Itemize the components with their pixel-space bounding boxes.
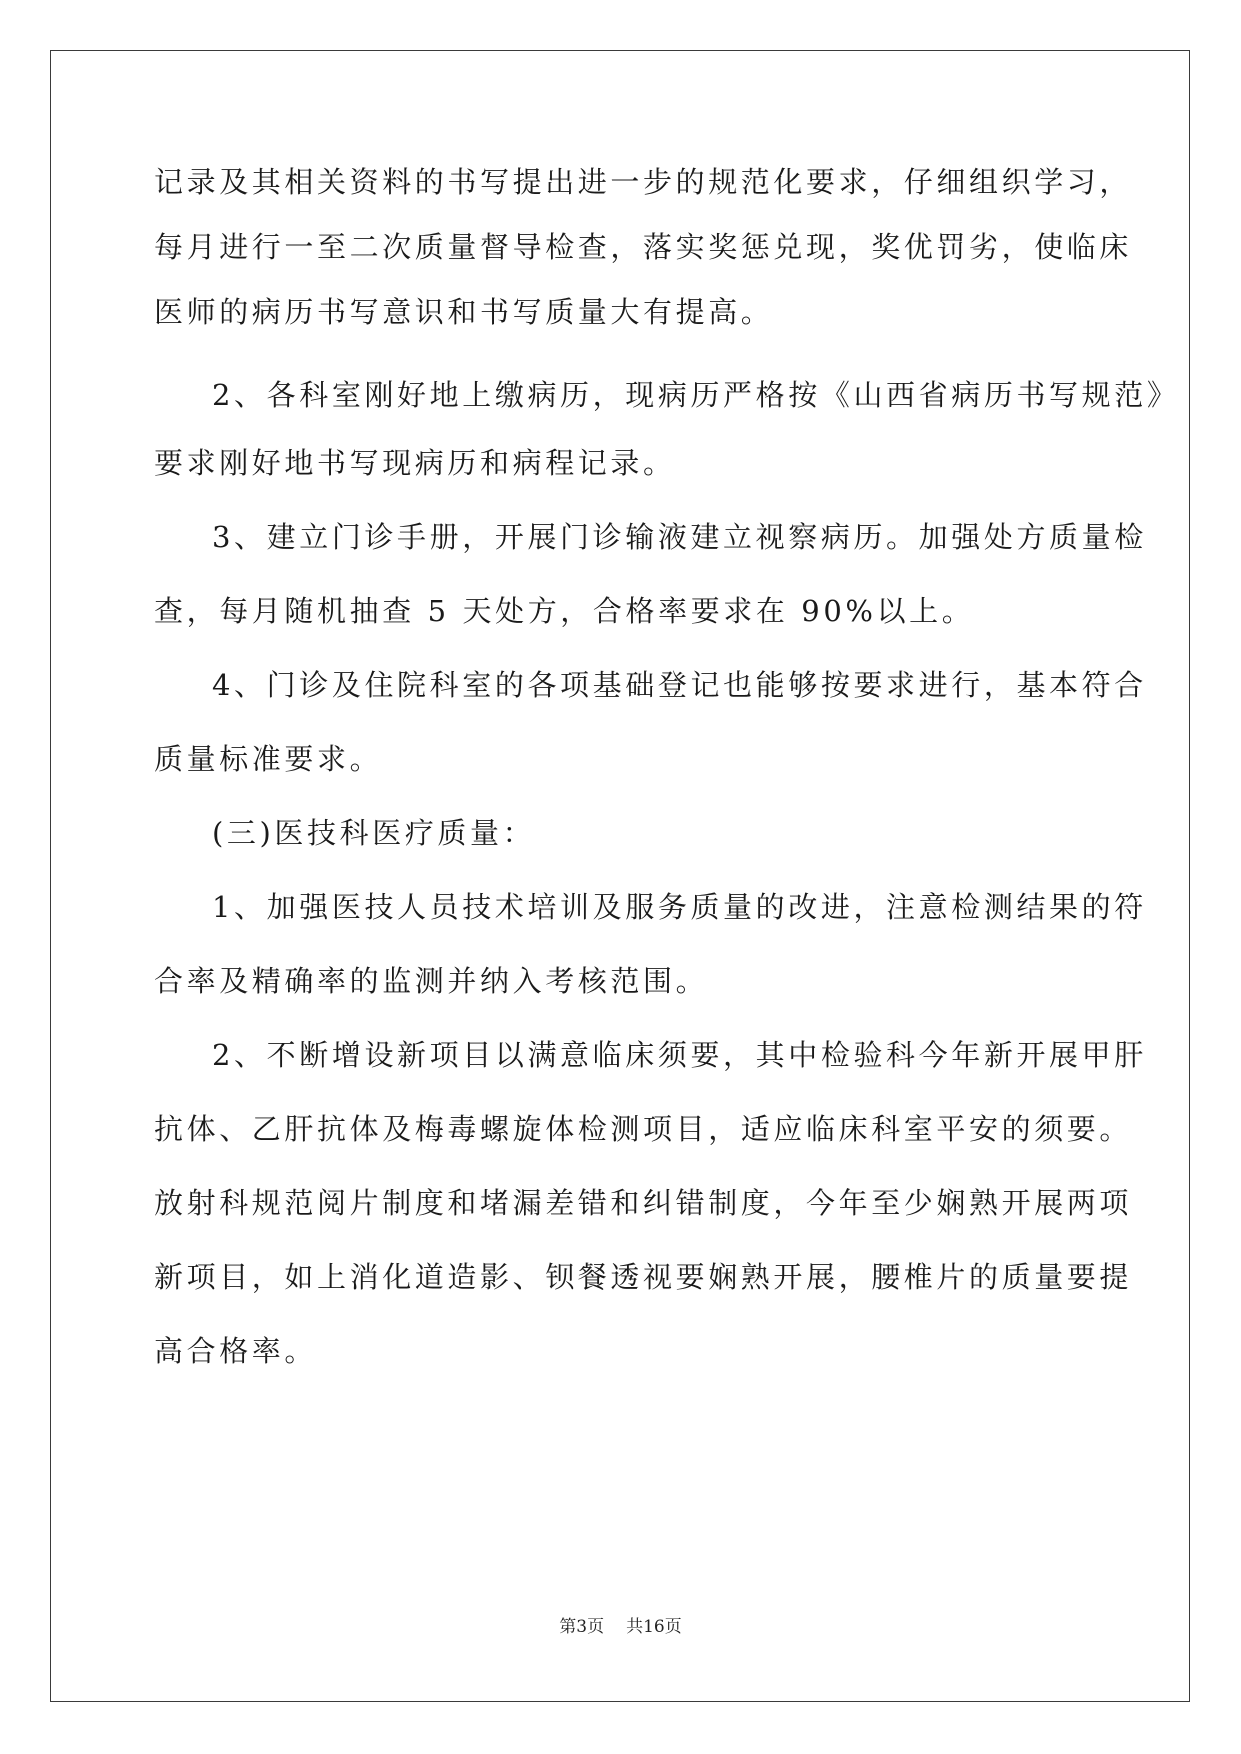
text-line: 2、不断增设新项目以满意临床须要，其中检验科今年新开展甲肝 bbox=[212, 1038, 1147, 1072]
page-total: 共16页 bbox=[626, 1617, 682, 1637]
text-line: 要求刚好地书写现病历和病程记录。 bbox=[154, 446, 676, 480]
page-footer bbox=[0, 1612, 1241, 1637]
text-line: 新项目，如上消化道造影、钡餐透视要娴熟开展，腰椎片的质量要提 bbox=[154, 1260, 1133, 1294]
text-line: 查，每月随机抽查 5 天处方，合格率要求在 90%以上。 bbox=[154, 594, 975, 628]
text-line: 4、门诊及住院科室的各项基础登记也能够按要求进行，基本符合 bbox=[212, 668, 1147, 702]
text-line: 抗体、乙肝抗体及梅毒螺旋体检测项目，适应临床科室平安的须要。 bbox=[154, 1112, 1133, 1146]
text-line: 记录及其相关资料的书写提出进一步的规范化要求，仔细组织学习， bbox=[154, 165, 1133, 199]
section-heading: (三)医技科医疗质量： bbox=[212, 816, 536, 850]
page-number: 第3页 bbox=[559, 1617, 605, 1637]
text-line: 高合格率。 bbox=[154, 1334, 318, 1368]
text-line: 医师的病历书写意识和书写质量大有提高。 bbox=[154, 295, 774, 329]
text-line: 3、建立门诊手册，开展门诊输液建立视察病历。加强处方质量检 bbox=[212, 520, 1147, 554]
text-line: 合率及精确率的监测并纳入考核范围。 bbox=[154, 964, 709, 998]
text-line: 1、加强医技人员技术培训及服务质量的改进，注意检测结果的符 bbox=[212, 890, 1147, 924]
text-line: 2、各科室刚好地上缴病历，现病历严格按《山西省病历书写规范》 bbox=[212, 378, 1180, 412]
text-line: 放射科规范阅片制度和堵漏差错和纠错制度，今年至少娴熟开展两项 bbox=[154, 1186, 1133, 1220]
text-line: 每月进行一至二次质量督导检查，落实奖惩兑现，奖优罚劣，使临床 bbox=[154, 230, 1133, 264]
text-line: 质量标准要求。 bbox=[154, 742, 383, 776]
